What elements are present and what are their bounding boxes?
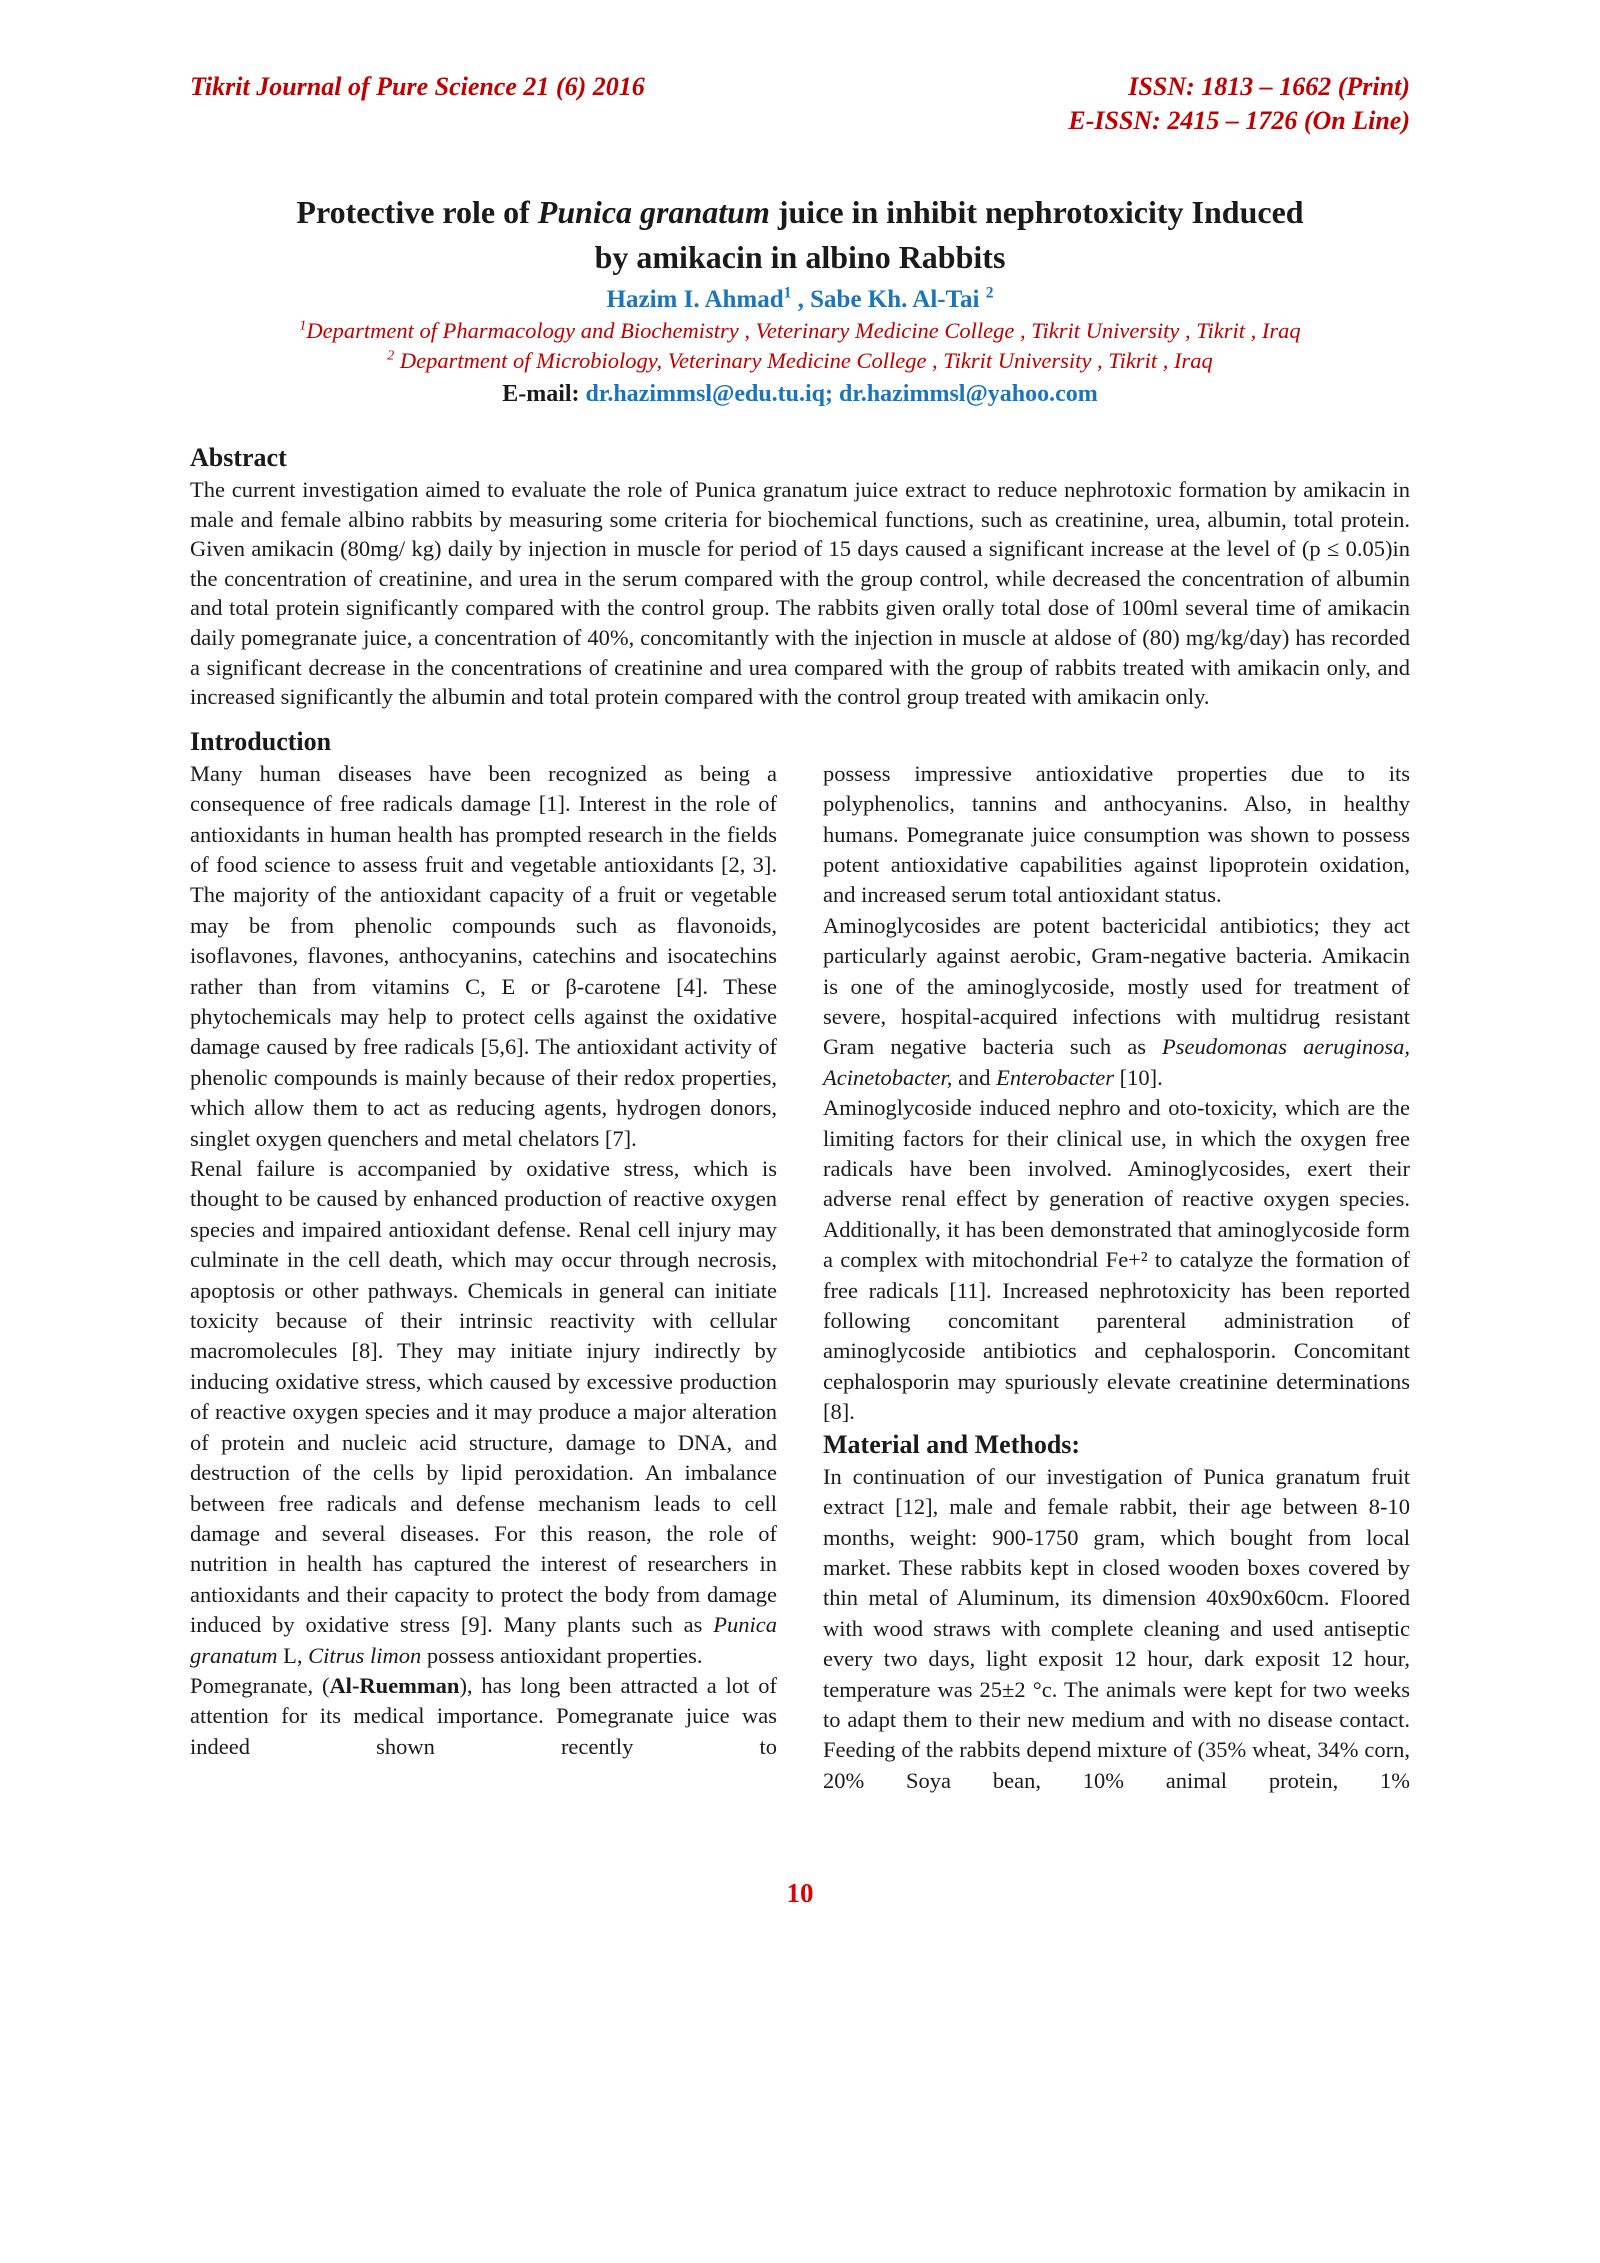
issn-online: E-ISSN: 2415 – 1726 (On Line) — [1068, 106, 1410, 135]
article-title-line1: Protective role of Punica granatum juice in inhibit nephrotoxicity Induced — [296, 194, 1304, 230]
right-paragraph-3: Aminoglycoside induced nephro and oto-toxicity, which are the limiting factors for their clinical use, in which the oxygen free radicals have been involved. Aminoglycosides, exert their adverse renal effect by generation of reactive oxygen species. Additionally, it has been demonstrated that aminoglycoside form a complex with mitochondrial Fe+² to catalyze the formation of free radicals [11]. Increased nephrotoxicity has been reported following concomitant parenteral administration of aminoglycoside antibiotics and cephalosporin. Concomitant cephalosporin may spuriously elevate creatinine determinations [8]. — [823, 1095, 1410, 1425]
abstract-heading: Abstract — [190, 443, 287, 472]
authors-line: Hazim I. Ahmad$^1$ , Sabe Kh. Al-Tai $^2$ — [606, 284, 994, 313]
affiliation-1: $^1$Department of Pharmacology and Biochemistry , Veterinary Medicine College , Tikrit University , Tikrit , Iraq — [299, 318, 1301, 343]
introduction-paragraph-2: Renal failure is accompanied by oxidative stress, which is thought to be caused by enhanced production of reactive oxygen species and impaired antioxidant defense. Renal cell injury may culminate in the cell death, which may occur through necrosis, apoptosis or other pathways. Chemicals in general can initiate toxicity because of their intrinsic reactivity with cellular macromolecules [8]. They may initiate injury indirectly by inducing oxidative stress, which caused by excessive production of reactive oxygen species and it may produce a major alteration of protein and nucleic acid structure, damage to DNA, and destruction of the cells by lipid peroxidation. An imbalance between free radicals and defense mechanism leads to cell damage and several diseases. For this reason, the role of nutrition in health has captured the interest of researchers in antioxidants and their capacity to protect the body from damage induced by oxidative stress [9]. Many plants such as Punica granatum L, Citrus limon possess antioxidant properties. — [190, 1156, 777, 1668]
affiliation-2: $^2$ Department of Microbiology, Veterinary Medicine College , Tikrit University , Tikrit , Iraq — [387, 348, 1213, 373]
page-header — [190, 70, 1410, 138]
article-title-line2: by amikacin in albino Rabbits — [594, 239, 1006, 275]
right-column — [823, 725, 1410, 1796]
email-addresses[interactable]: dr.hazimmsl@edu.tu.iq; dr.hazimmsl@yahoo.com — [585, 381, 1098, 407]
journal-title: Tikrit Journal of Pure Science 21 (6) 2016 — [190, 72, 645, 101]
introduction-heading: Introduction — [190, 726, 332, 756]
abstract-text: The current investigation aimed to evaluate the role of Punica granatum juice extract to reduce nephrotoxic formation by amikacin in male and female albino rabbits by measuring some criteria for biochemical functions, such as creatinine, urea, albumin, total protein. Given amikacin (80mg/ kg) daily by injection in muscle for period of 15 days caused a significant increase at the level of (p ≤ 0.05)in the concentration of creatinine, and urea in the serum compared with the group control, while decreased the concentration of albumin and total protein significantly compared with the control group. The rabbits given orally total dose of 100ml several time of amikacin daily pomegranate juice, a concentration of 40%, concomitantly with the injection in muscle at aldose of (80) mg/kg/day) has recorded a significant decrease in the concentrations of creatinine and urea compared with the group of rabbits treated with amikacin only, and increased significantly the albumin and total protein compared with the control group treated with amikacin only. — [190, 477, 1410, 710]
issn-block — [1068, 70, 1410, 138]
two-column-body — [190, 725, 1410, 1796]
methods-heading: Material and Methods: — [823, 1429, 1081, 1459]
article-title — [190, 190, 1410, 280]
methods-paragraph-1: In continuation of our investigation of Punica granatum fruit extract [12], male and female rabbit, their age between 8-10 months, weight: 900-1750 gram, which bought from local market. These rabbits kept in closed wooden boxes covered by thin metal of Aluminum, its dimension 40x90x60cm. Floored with wood straws with complete cleaning and used antiseptic every two days, light exposit 12 hour, dark exposit 12 hour, temperature was 25±2 °c. The animals were kept for two weeks to adapt them to their new medium and with no disease contact. Feeding of the rabbits depend mixture of (35% wheat, 34% corn, 20% Soya bean, 10% animal protein, 1% — [823, 1463, 1410, 1793]
issn-print: ISSN: 1813 – 1662 (Print) — [1128, 72, 1410, 101]
introduction-paragraph-3: Pomegranate, (Al-Ruemman), has long been attracted a lot of attention for its medical importance. Pomegranate juice was indeed shown recently to — [190, 1672, 777, 1759]
left-column — [190, 725, 777, 1796]
right-paragraph-1: possess impressive antioxidative properties due to its polyphenolics, tannins and anthocyanins. Also, in healthy humans. Pomegranate juice consumption was shown to possess potent antioxidative capabilities against lipoprotein oxidation, and increased serum total antioxidant status. — [823, 760, 1410, 908]
page-number: 10 — [786, 1878, 814, 1909]
right-paragraph-2: Aminoglycosides are potent bactericidal antibiotics; they act particularly against aerobic, Gram-negative bacteria. Amikacin is one of the aminoglycoside, mostly used for treatment of severe, hospital-acquired infections with multidrug resistant Gram negative bacteria such as Pseudomonas aeruginosa, Acinetobacter, and Enterobacter [10]. — [823, 912, 1410, 1090]
email-label: E-mail: — [502, 381, 586, 407]
email-line — [190, 379, 1410, 409]
introduction-paragraph-1: Many human diseases have been recognized as being a consequence of free radicals damage [1]. Interest in the role of antioxidants in human health has prompted research in the fields of food science to assess fruit and vegetable antioxidants [2, 3]. The majority of the antioxidant capacity of a fruit or vegetable may be from phenolic compounds such as flavonoids, isoflavones, flavones, anthocyanins, catechins and isocatechins rather than from vitamins C, E or β-carotene [4]. These phytochemicals may help to protect cells against the oxidative damage caused by free radicals [5,6]. The antioxidant activity of phenolic compounds is mainly because of their redox properties, which allow them to act as reducing agents, hydrogen donors, singlet oxygen quenchers and metal chelators [7]. — [190, 760, 777, 1151]
